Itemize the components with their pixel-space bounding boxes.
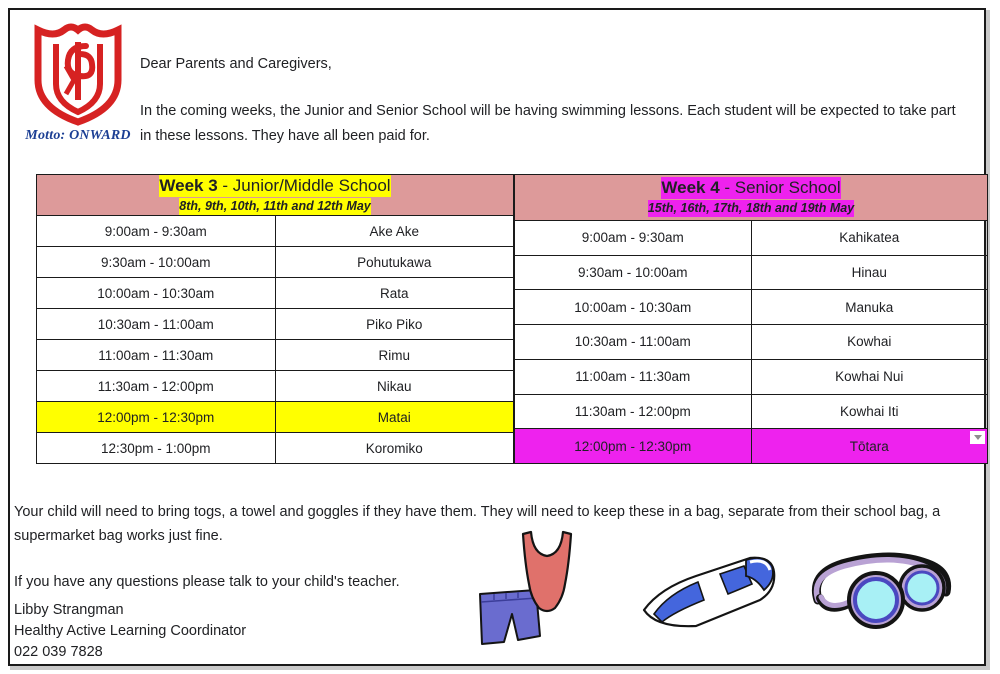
intro-paragraph: In the coming weeks, the Junior and Senior School will be having swimming lessons. Each student will be expected to take part in these lessons. They have all been paid for. bbox=[140, 103, 956, 144]
time-cell: 12:30pm - 1:00pm bbox=[37, 433, 276, 464]
closing-paragraph-1: Your child will need to bring togs, a towel and goggles if they have them. They will need to keep these in a bag, separate from their school bag, a supermarket bag works just fine. bbox=[14, 504, 941, 544]
class-cell: Ake Ake bbox=[275, 216, 514, 247]
class-cell: Kahikatea bbox=[751, 220, 988, 255]
swimming-schedule bbox=[36, 174, 988, 464]
week3-title bbox=[159, 175, 390, 197]
week3-suffix: - Junior/Middle School bbox=[217, 176, 391, 195]
time-cell: 9:00am - 9:30am bbox=[515, 220, 752, 255]
swim-goggles-illustration bbox=[800, 548, 962, 638]
time-cell: 10:00am - 10:30am bbox=[37, 278, 276, 309]
time-cell: 11:30am - 12:00pm bbox=[37, 371, 276, 402]
week4-header-cell bbox=[515, 175, 988, 221]
time-cell: 12:00pm - 12:30pm bbox=[515, 429, 752, 464]
time-cell: 9:30am - 10:00am bbox=[37, 247, 276, 278]
table-row bbox=[515, 359, 988, 394]
signature-block bbox=[14, 600, 246, 663]
class-cell: Kowhai Iti bbox=[751, 394, 988, 429]
time-cell: 9:00am - 9:30am bbox=[37, 216, 276, 247]
striped-towel-illustration bbox=[640, 548, 780, 632]
time-cell: 10:30am - 11:00am bbox=[37, 309, 276, 340]
class-cell bbox=[751, 429, 988, 464]
table-row bbox=[37, 433, 514, 464]
week4-schedule-table bbox=[514, 174, 988, 464]
class-cell-text: Tōtara bbox=[849, 438, 889, 454]
table-row-highlighted bbox=[515, 429, 988, 464]
table-row bbox=[515, 220, 988, 255]
class-cell: Koromiko bbox=[275, 433, 514, 464]
table-row bbox=[37, 340, 514, 371]
class-cell: Hinau bbox=[751, 255, 988, 290]
week3-dates: 8th, 9th, 10th, 11th and 12th May bbox=[179, 199, 371, 213]
class-cell: Kowhai Nui bbox=[751, 359, 988, 394]
time-cell: 9:30am - 10:00am bbox=[515, 255, 752, 290]
week3-label: Week 3 bbox=[159, 176, 218, 195]
table-row bbox=[37, 278, 514, 309]
week4-title bbox=[661, 177, 840, 199]
school-motto: Motto: ONWARD bbox=[25, 128, 131, 143]
table-row bbox=[515, 325, 988, 360]
time-cell: 10:00am - 10:30am bbox=[515, 290, 752, 325]
table-row-highlighted bbox=[37, 402, 514, 433]
class-cell: Piko Piko bbox=[275, 309, 514, 340]
table-header-row bbox=[515, 175, 988, 221]
time-cell: 11:00am - 11:30am bbox=[37, 340, 276, 371]
school-crest-icon bbox=[30, 22, 126, 126]
table-row bbox=[515, 394, 988, 429]
table-row bbox=[37, 309, 514, 340]
table-row bbox=[515, 290, 988, 325]
signature-role: Healthy Active Learning Coordinator bbox=[14, 623, 247, 639]
class-cell: Kowhai bbox=[751, 325, 988, 360]
table-row bbox=[37, 371, 514, 402]
closing-paragraph-2: If you have any questions please talk to your child's teacher. bbox=[14, 574, 400, 590]
school-logo bbox=[22, 22, 134, 144]
chevron-down-icon[interactable] bbox=[970, 431, 985, 444]
class-cell: Rimu bbox=[275, 340, 514, 371]
table-row bbox=[37, 247, 514, 278]
table-header-row bbox=[37, 175, 514, 216]
class-cell: Manuka bbox=[751, 290, 988, 325]
class-cell: Matai bbox=[275, 402, 514, 433]
class-cell: Rata bbox=[275, 278, 514, 309]
time-cell: 11:00am - 11:30am bbox=[515, 359, 752, 394]
week4-dates: 15th, 16th, 17th, 18th and 19th May bbox=[647, 201, 855, 216]
table-row bbox=[515, 255, 988, 290]
salutation: Dear Parents and Caregivers, bbox=[140, 56, 332, 72]
signature-name: Libby Strangman bbox=[14, 602, 124, 618]
class-cell: Nikau bbox=[275, 371, 514, 402]
caret-glyph bbox=[974, 435, 982, 440]
table-row bbox=[37, 216, 514, 247]
class-cell: Pohutukawa bbox=[275, 247, 514, 278]
week4-label: Week 4 bbox=[661, 178, 720, 198]
time-cell: 12:00pm - 12:30pm bbox=[37, 402, 276, 433]
week3-schedule-table bbox=[36, 174, 514, 464]
swimsuit-illustration bbox=[519, 528, 575, 616]
time-cell: 10:30am - 11:00am bbox=[515, 325, 752, 360]
time-cell: 11:30am - 12:00pm bbox=[515, 394, 752, 429]
letter-intro bbox=[140, 52, 970, 149]
week4-suffix: - Senior School bbox=[719, 178, 841, 198]
signature-phone: 022 039 7828 bbox=[14, 644, 103, 660]
week3-header-cell bbox=[37, 175, 514, 216]
